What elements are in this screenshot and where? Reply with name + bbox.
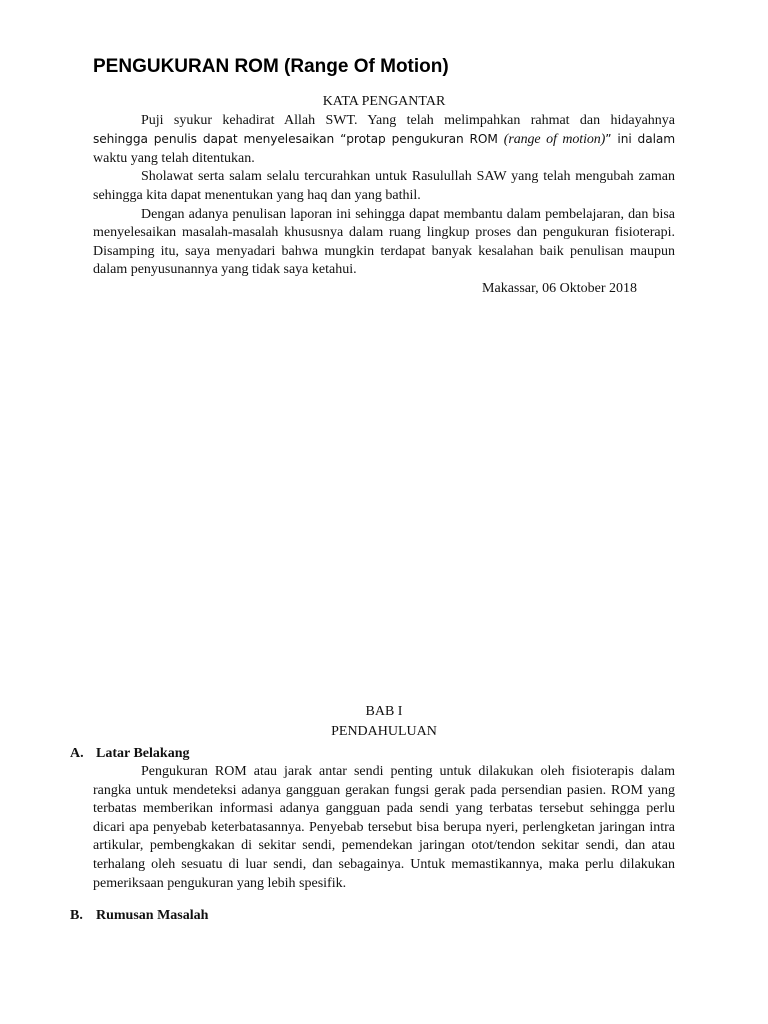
preface-section [93, 93, 675, 299]
chapter-number: BAB I [365, 704, 403, 719]
preface-paragraph-2: Sholawat serta salam selalu tercurahkan untuk Rasulullah SAW yang telah mengubah zaman sehingga kita dapat menentukan yang haq dan yang bathil. [93, 169, 675, 203]
preface-paragraph-3: Dengan adanya penulisan laporan ini sehingga dapat membantu dalam pembelajaran, dan bisa menyelesaikan masalah-masalah khususnya dalam ruang lingkup proses dan pengukuran fisioterapi. Disamping itu, saya menyadari bahwa mungkin terdapat banyak kesalahan baik penulisan maupun dalam penyusunannya yang tidak saya ketahui. [93, 206, 675, 278]
preface-p1-line2-a: sehingga penulis dapat menyelesaikan “protap pengukuran ROM [93, 132, 504, 147]
chapter-title: PENDAHULUAN [331, 724, 437, 739]
preface-p1-line2 [93, 130, 675, 150]
section-b-letter: B. [70, 908, 83, 923]
document-title: PENGUKURAN ROM (Range Of Motion) [93, 56, 449, 77]
preface-paragraph-1 [93, 112, 675, 131]
preface-p1-italic: (range of motion) [503, 132, 606, 148]
preface-heading: KATA PENGANTAR [322, 94, 446, 109]
section-a-heading [70, 745, 189, 763]
preface-signature: Makassar, 06 Oktober 2018 [482, 280, 637, 296]
preface-p1-line1: Puji syukur kehadirat Allah SWT. Yang telah melimpahkan rahmat dan hidayahnya [141, 112, 675, 128]
section-a-body: Pengukuran ROM atau jarak antar sendi penting untuk dilakukan oleh fisioterapis dalam rangka untuk mendeteksi adanya gangguan gerakan fungsi gerak pada persendian pasien. ROM yang terbatas memberikan informasi adanya gangguan pada sendi yang terbatas tersebut sehingga perlu dicari apa penyebab keterbatasannya. Penyebab tersebut bisa berupa nyeri, perlengketan jaringan intra artikular, pembengkakan di sekitar sendi, pemendekan jaringan otot/tendon sekitar sendi, dan atau terhalang oleh sesuatu di luar sendi, dan sebagainya. Untuk memastikannya, maka perlu dilakukan pemeriksaan pengukuran yang lebih spesifik. [93, 764, 675, 891]
section-b-title: Rumusan Masalah [96, 908, 209, 923]
section-b-heading [70, 907, 208, 925]
section-a-title: Latar Belakang [96, 746, 190, 761]
section-a-body-block [93, 763, 675, 893]
section-a-letter: A. [70, 746, 84, 761]
preface-p1-line2-b: ” ini dalam [605, 132, 675, 147]
preface-p1-line3: waktu yang telah ditentukan. [93, 150, 255, 166]
